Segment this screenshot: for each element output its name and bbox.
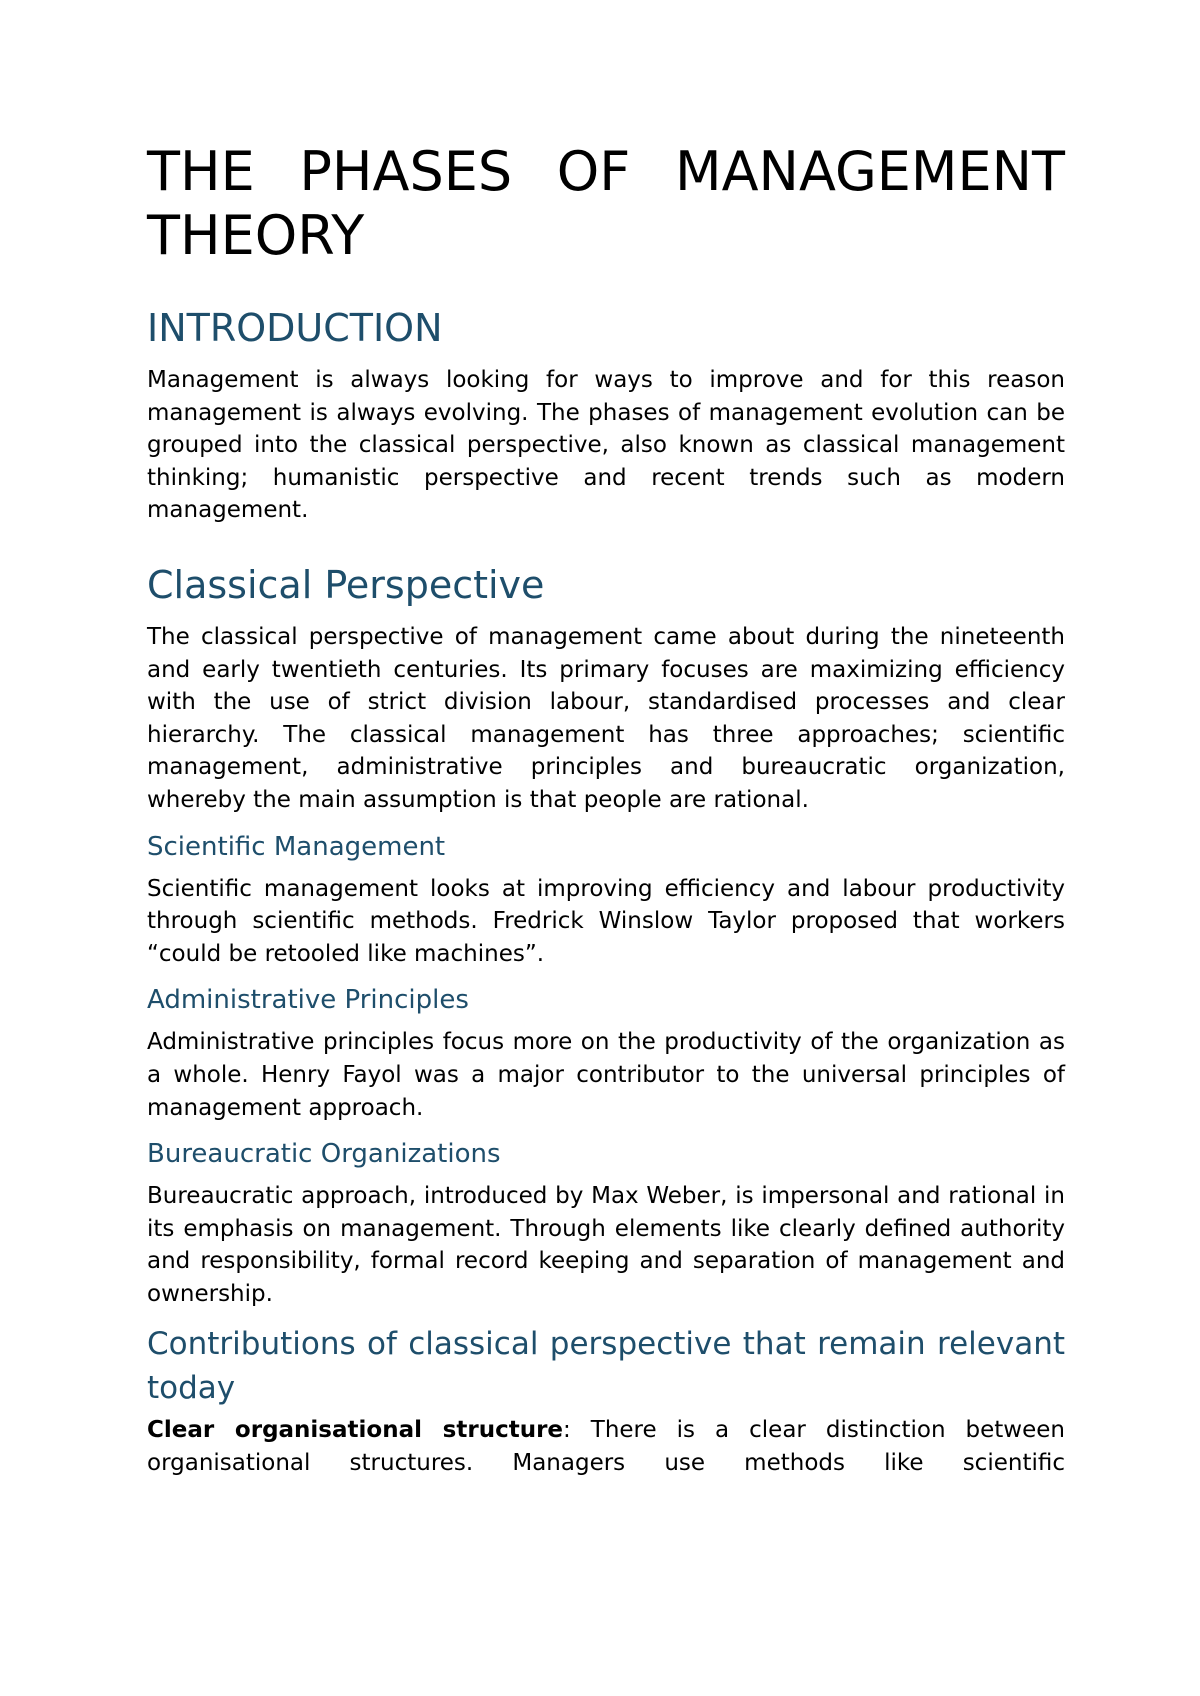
contributions-paragraph: [147, 1414, 1065, 1479]
scientific-management-heading: Scientific Management: [147, 831, 446, 862]
document-title: THE PHASES OF MANAGEMENT THEORY: [147, 140, 1065, 267]
bureaucratic-organizations-heading: Bureaucratic Organizations: [147, 1139, 501, 1170]
classical-perspective-paragraph: The classical perspective of management came about during the nineteenth and early twentieth centuries. Its primary focuses are maximizing efficiency with the use of strict division labour, standardised processes and clear hierarchy. The classical management has three approaches; scientific management, administrative principles and bureaucratic organization, whereby the main assumption is that people are rational.: [147, 623, 1065, 813]
bureaucratic-organizations-paragraph: Bureaucratic approach, introduced by Max Weber, is impersonal and rational in its emphasis on management. Through elements like clearly defined authority and responsibility, formal record keeping and separation of management and ownership.: [147, 1183, 1065, 1307]
classical-perspective-heading: Classical Perspective: [147, 562, 545, 607]
administrative-principles-paragraph: Administrative principles focus more on the productivity of the organization as a whole. Henry Fayol was a major contributor to the universal principles of management approach.: [147, 1029, 1065, 1121]
administrative-principles-heading: Administrative Principles: [147, 985, 469, 1016]
introduction-heading: INTRODUCTION: [147, 306, 443, 350]
document-content: [147, 140, 1065, 1480]
scientific-management-paragraph: Scientific management looks at improving efficiency and labour productivity through scientific methods. Fredrick Winslow Taylor proposed that workers “could be retooled like machines”.: [147, 875, 1065, 967]
contribution-text: : There is a clear distinction between organisational structures. Managers use methods like scientific: [147, 1417, 1065, 1477]
introduction-paragraph: Management is always looking for ways to improve and for this reason management is always evolving. The phases of management evolution can be grouped into the classical perspective, also known as classical management thinking; humanistic perspective and recent trends such as modern management.: [147, 367, 1065, 524]
contributions-heading: Contributions of classical perspective that remain relevant today: [147, 1326, 1065, 1407]
contribution-term: Clear organisational structure: [147, 1417, 564, 1444]
